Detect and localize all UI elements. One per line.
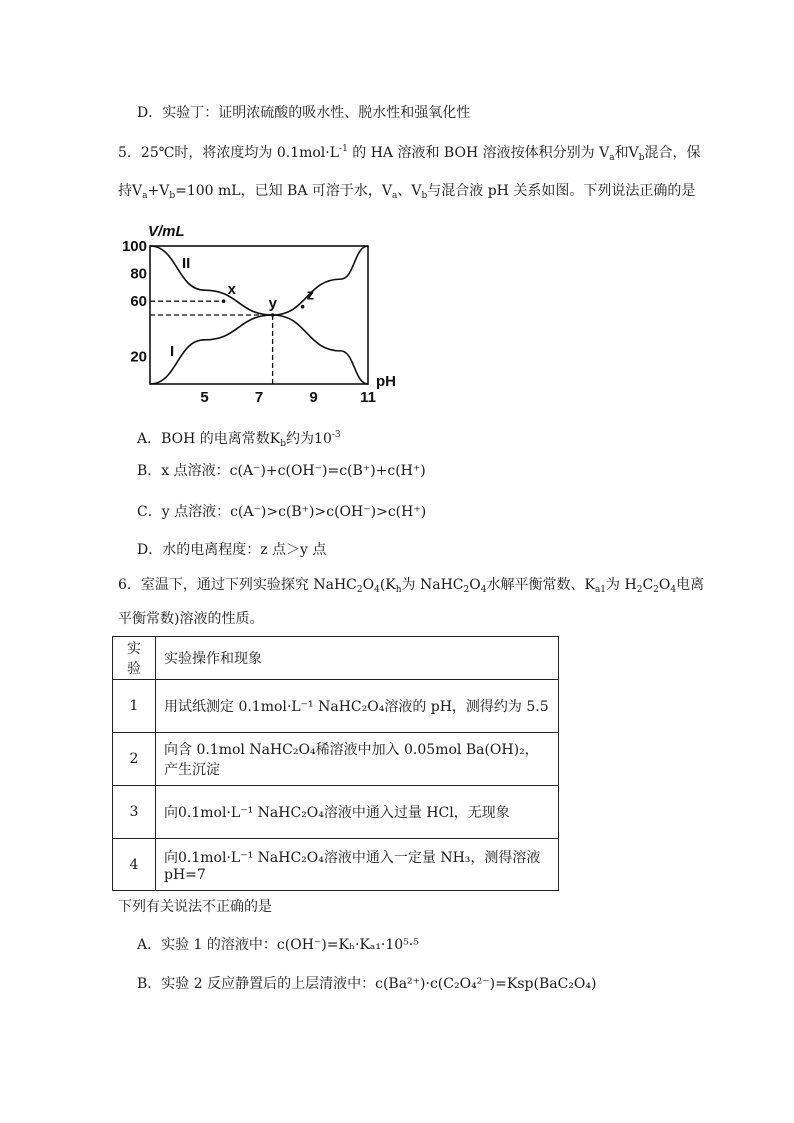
q6-option-b: B．实验 2 反应静置后的上层清液中：c(Ba²⁺)·c(C₂O₄²⁻)=Ksp(BaC₂O₄) — [137, 976, 597, 992]
header-no: 实验 — [113, 637, 156, 680]
row-no: 4 — [113, 839, 156, 891]
y-tick-label: 100 — [121, 238, 147, 255]
q6-option-a: A．实验 1 的溶液中：c(OH⁻)=Kₕ·Kₐ₁·10⁵·⁵ — [137, 937, 419, 953]
q5-option-c: C．y 点溶液：c(A⁻)>c(B⁺)>c(OH⁻)>c(H⁺) — [137, 504, 427, 520]
q5-option-a: A．BOH 的电离常数$K_b$约为$10^{-3}$ — [137, 430, 341, 449]
table-row — [113, 680, 559, 733]
row-no: 2 — [113, 733, 156, 786]
header-operation: 实验操作和现象 — [156, 637, 559, 680]
table-row — [113, 839, 559, 891]
q5-option-d: D．水的电离程度：z 点＞y 点 — [137, 542, 327, 558]
q5-option-b: B．x 点溶液：c(A⁻)+c(OH⁻)=c(B⁺)+c(H⁺) — [137, 463, 426, 479]
y-tick-label: 80 — [130, 265, 147, 283]
table-header-row — [113, 637, 559, 680]
point-label-y: y — [268, 295, 277, 312]
q6-stem-line2: 平衡常数)溶液的性质。 — [118, 611, 264, 627]
x-axis-label: pH — [376, 373, 396, 390]
experiment-table — [112, 636, 559, 891]
q5-chart — [118, 220, 408, 410]
y-tick-label: 20 — [130, 348, 147, 366]
x-tick-label: 11 — [360, 389, 376, 406]
series-label-II: II — [182, 255, 191, 272]
table-row — [113, 786, 559, 839]
table-row — [113, 733, 559, 786]
point-label-z: z — [306, 286, 315, 304]
row-no: 1 — [113, 680, 156, 733]
row-text: 向0.1mol·L⁻¹ NaHC₂O₄溶液中通入一定量 NH₃，测得溶液pH=7 — [156, 839, 559, 891]
point-z — [301, 305, 305, 309]
q6-question: 下列有关说法不正确的是 — [118, 899, 272, 915]
q5-stem-line2: 持$V_a+V_b=100$ mL，已知 BA 可溶于水，$V_a$、$V_b$与混合液 pH 关系如图。下列说法正确的是 — [118, 183, 696, 201]
x-tick-label: 7 — [254, 389, 264, 406]
row-text: 向0.1mol·L⁻¹ NaHC₂O₄溶液中通入过量 HCl，无现象 — [156, 786, 559, 839]
point-y — [271, 313, 275, 317]
point-x — [222, 299, 226, 303]
q6-stem-line1: 6．室温下，通过下列实验探究 $NaHC_2O_4(K_h$为 $NaHC_2O_4$水解平衡常数、$K_{a1}$为 $H_2C_2O_4$电离 — [118, 577, 705, 595]
point-label-x: x — [227, 281, 236, 299]
q5-stem-line1: 5．25℃时，将浓度均为 $0.1mol\cdot L^{-1}$ 的 HA 溶液和 BOH 溶液按体积分别为 $V_a$和$V_b$混合，保 — [118, 144, 701, 163]
series-curve-I — [150, 315, 368, 384]
row-no: 3 — [113, 786, 156, 839]
row-text: 向含 0.1mol NaHC₂O₄稀溶液中加入 0.05mol Ba(OH)₂，产生沉淀 — [156, 733, 559, 786]
q4-option-d: D．实验丁：证明浓硫酸的吸水性、脱水性和强氧化性 — [137, 105, 471, 121]
x-tick-label: 9 — [309, 389, 318, 406]
series-label-I: I — [170, 343, 175, 360]
y-tick-label: 60 — [130, 293, 147, 311]
row-text: 用试纸测定 0.1mol·L⁻¹ NaHC₂O₄溶液的 pH，测得约为 5.5 — [156, 680, 559, 733]
x-tick-label: 5 — [200, 389, 209, 406]
y-axis-label: V/mL — [148, 223, 185, 240]
